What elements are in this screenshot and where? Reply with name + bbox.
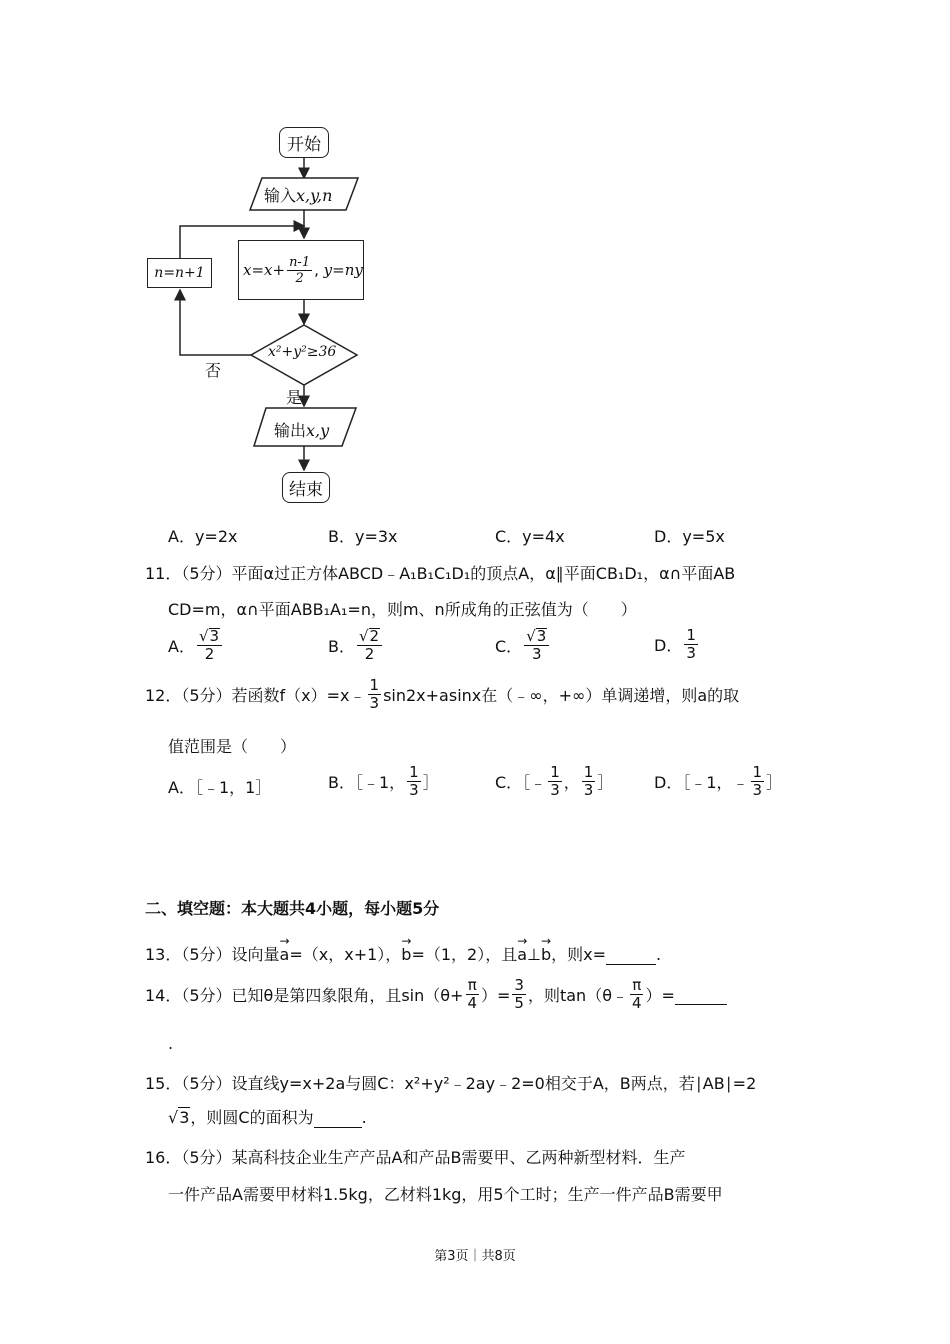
question-14 (145, 978, 727, 1011)
q11-option-a-frac: √ 3 2 (197, 628, 222, 662)
no-label: 否 (205, 361, 222, 380)
q13-vector-a-2: → a (517, 945, 527, 964)
q12-option-c-mid: ， (563, 773, 580, 792)
flowchart-end (282, 472, 330, 503)
process-fraction (287, 256, 312, 285)
increment-label: n=n+1 (154, 265, 205, 281)
q14-frac2 (512, 978, 526, 1011)
q12-option-d-num: 1 (752, 763, 763, 781)
process-frac-num: n-1 (289, 254, 311, 270)
q10-option-b: B．y=3x (328, 527, 398, 546)
q10-option-c: C．y=4x (495, 527, 565, 546)
q12-line1 (145, 678, 739, 711)
q14-pre: 14．（5分）已知θ是第四象限角，且sin（θ+ (145, 986, 464, 1005)
q11-line2: CD=m，α∩平面ABB₁A₁=n，则m、n所成角的正弦值为（ ） (168, 600, 637, 619)
q12-option-c (495, 765, 613, 798)
q14-frac1-num: π (467, 976, 477, 994)
q11-option-b-label: B． (328, 636, 355, 656)
q14-frac3 (630, 978, 644, 1011)
q13-post: ，则x= (551, 945, 607, 964)
q12-frac (368, 678, 382, 711)
page-footer: 第3页｜共8页 (434, 1249, 516, 1264)
q12-option-b-post: ］ (422, 773, 439, 792)
section-2-title: 二、填空题：本大题共4小题，每小题5分 (145, 899, 440, 918)
q11-option-a-rad: 3 (209, 627, 220, 645)
q15-rad: 3 (179, 1108, 190, 1127)
q12-option-c-frac1 (548, 765, 562, 798)
q15-line2 (168, 1105, 367, 1128)
q12-line2: 值范围是（ ） (168, 737, 297, 756)
flowchart-output (274, 418, 329, 441)
q12-option-c-num1: 1 (550, 763, 560, 781)
q11-option-c-rad: 3 (536, 627, 547, 645)
q12-option-c-num2: 1 (583, 763, 594, 781)
q11-option-c-label: C． (495, 636, 523, 656)
question-13 (145, 942, 661, 965)
q15-end: . (361, 1108, 367, 1127)
process-y-assign: y=ny (323, 261, 363, 279)
q13-mid1: =（x，x+1）， (289, 945, 402, 964)
q12-option-c-frac2 (582, 765, 596, 798)
q15-answer-blank (314, 1108, 362, 1128)
q12-option-b-pre: B．［﹣1， (328, 773, 406, 792)
q16-line1: 16．（5分）某高科技企业生产产品A和产品B需要甲、乙两种新型材料．生产 (145, 1148, 686, 1167)
q12-option-d-post: ］ (766, 773, 783, 792)
q13-vector-b: → b (401, 945, 411, 964)
input-label: 输入 (264, 186, 297, 205)
flowchart-input (264, 183, 332, 206)
q13-end: . (656, 945, 662, 964)
q13-answer-blank (606, 945, 656, 965)
end-label: 结束 (289, 480, 323, 500)
q11-option-a-den: 2 (204, 645, 215, 663)
q12-option-b-frac (407, 765, 421, 798)
q11-option-d-label: D． (654, 636, 683, 655)
q14-frac1 (465, 978, 479, 1011)
q14-mid2: ，则tan（θ﹣ (527, 986, 628, 1005)
q11-option-b-rad: 2 (369, 627, 380, 645)
q11-option-c-frac: √ 3 3 (524, 628, 549, 662)
q12-option-c-post: ］ (597, 773, 614, 792)
q14-post: ）= (645, 986, 675, 1005)
flowchart-increment (147, 258, 212, 288)
q13-perp: ⊥ (527, 945, 541, 964)
q11-option-a (168, 628, 224, 662)
q12-option-b-den: 3 (409, 781, 419, 799)
flowchart-connectors (0, 0, 950, 520)
q12-option-c-den1: 3 (550, 781, 560, 799)
output-vars: x,y (306, 421, 330, 440)
q14-frac3-den: 4 (631, 994, 642, 1012)
q12-frac-num: 1 (369, 676, 380, 694)
yes-label: 是 (286, 388, 303, 407)
q12-option-d-frac (751, 765, 765, 798)
q10-option-d: D．y=5x (654, 527, 725, 546)
q14-frac1-den: 4 (467, 994, 477, 1012)
q11-option-d-num: 1 (686, 626, 696, 644)
q14-line2: . (168, 1034, 174, 1053)
flowchart-process: x=x+ $\frac{n-1}{2}$ , y=ny (238, 240, 364, 300)
q12-option-d-pre: D．［﹣1，﹣ (654, 773, 749, 792)
flowchart-start (279, 127, 329, 158)
q12-option-b-num: 1 (409, 763, 419, 781)
q14-answer-blank (675, 985, 727, 1005)
q11-option-c-den: 3 (531, 645, 542, 663)
q12-post: sin2x+asinx在（﹣∞，+∞）单调递增，则a的取 (383, 686, 740, 705)
q11-option-d (654, 628, 700, 661)
q11-line1: 11．（5分）平面α过正方体ABCD﹣A₁B₁C₁D₁的顶点A，α∥平面CB₁D₁，α∩平面AB (145, 564, 736, 583)
q15-line2-post: ，则圆C的面积为 (190, 1108, 314, 1127)
q11-option-a-label: A． (168, 636, 195, 656)
q12-pre: 12．（5分）若函数f（x）=x﹣ (145, 686, 366, 705)
q15-line1: 15．（5分）设直线y=x+2a与圆C：x²+y²﹣2ay﹣2=0相交于A，B两点，若∣AB∣=2 (145, 1074, 757, 1093)
q11-option-b-den: 2 (364, 645, 375, 663)
q12-option-d (654, 765, 782, 798)
q14-frac3-num: π (632, 976, 642, 994)
q14-frac2-den: 5 (514, 994, 524, 1012)
q11-option-d-frac (684, 628, 698, 661)
q11-option-c (495, 628, 551, 662)
q13-vector-a: → a (280, 945, 290, 964)
q12-option-d-den: 3 (752, 781, 763, 799)
q11-option-d-den: 3 (686, 644, 696, 662)
q15-sqrt: √ 3 (168, 1108, 190, 1127)
q12-frac-den: 3 (369, 694, 380, 712)
q12-option-c-den2: 3 (583, 781, 594, 799)
q14-frac2-num: 3 (514, 976, 524, 994)
q13-pre: 13．（5分）设向量 (145, 945, 280, 964)
process-x-assign: x=x+ (243, 261, 286, 279)
output-label: 输出 (274, 421, 307, 440)
condition-label: x²+y²≥36 (268, 344, 337, 360)
q16-line2: 一件产品A需要甲材料1.5kg，乙材料1kg，用5个工时；生产一件产品B需要甲 (168, 1185, 723, 1204)
input-vars: x,y,n (296, 186, 333, 205)
start-label: 开始 (287, 135, 321, 155)
q11-option-b-frac: √ 2 2 (357, 628, 382, 662)
q10-option-a: A．y=2x (168, 527, 238, 546)
q12-option-a: A．［﹣1，1］ (168, 778, 272, 797)
q13-mid2: =（1，2），且 (411, 945, 518, 964)
process-frac-den: 2 (295, 270, 304, 286)
q13-vector-b-2: → b (541, 945, 551, 964)
q11-option-b (328, 628, 384, 662)
q14-mid: ）= (481, 986, 511, 1005)
q12-option-c-pre: C．［﹣ (495, 773, 547, 792)
q12-option-b (328, 765, 439, 798)
